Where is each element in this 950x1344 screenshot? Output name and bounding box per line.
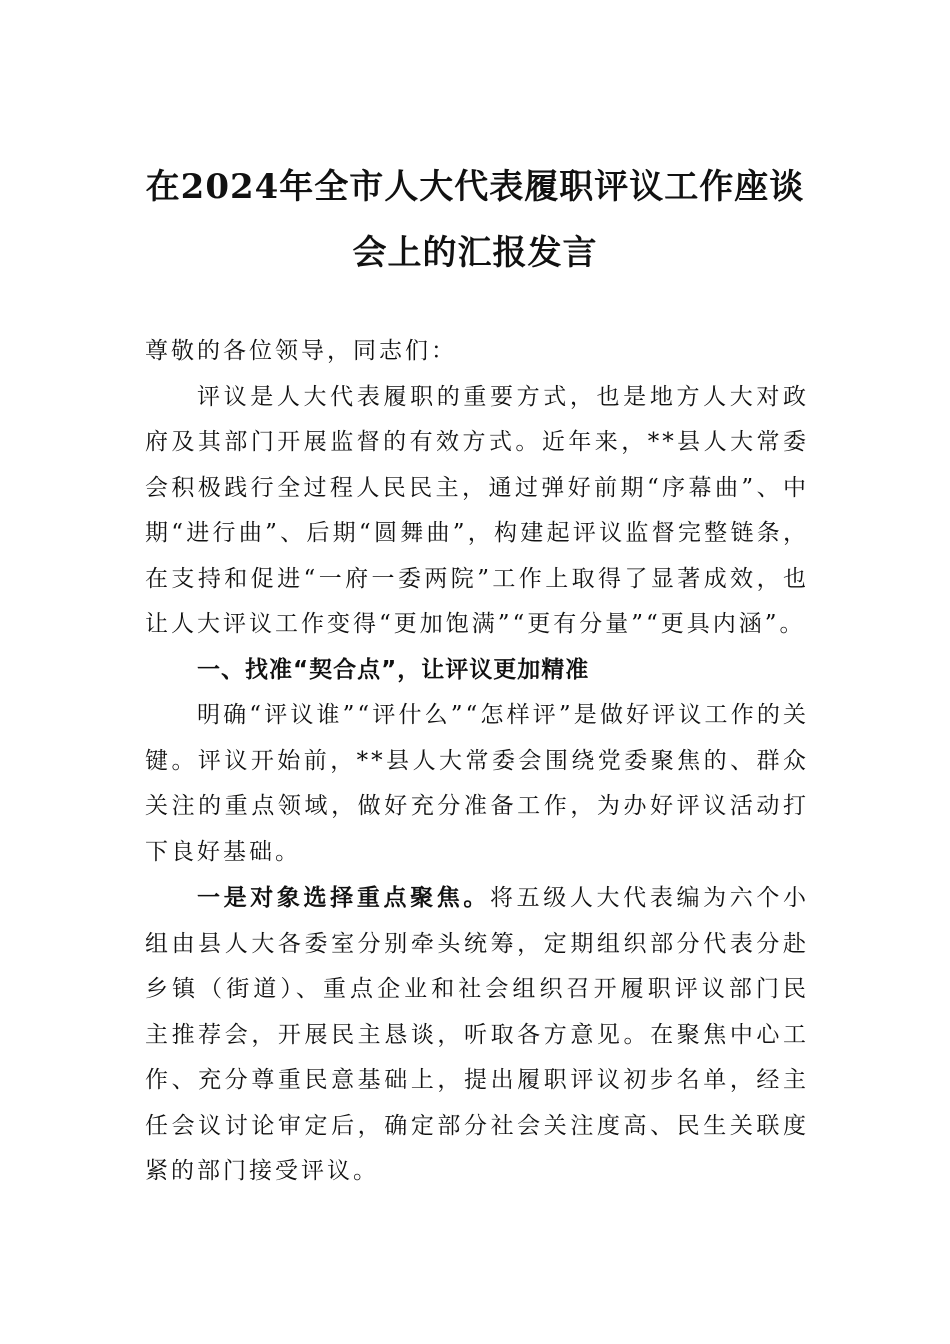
section-paragraph: 明确“评议谁”“评什么”“怎样评”是做好评议工作的关键。评议开始前，**县人大常委会围绕党委聚焦的、群众关注的重点领域，做好充分准备工作，为办好评议活动打下良好基础。 [145, 702, 809, 865]
salutation: 尊敬的各位领导，同志们： [145, 338, 457, 364]
point-lead: 一是对象选择重点聚焦。 [197, 884, 490, 911]
title-line-1: 在2024年全市人大代表履职评议工作座谈 [145, 167, 805, 207]
title-line-2: 会上的汇报发言 [352, 233, 598, 273]
section-heading: 一、找准“契合点”，让评议更加精准 [197, 656, 590, 683]
document-body [145, 329, 809, 1195]
document-title [100, 154, 850, 286]
point-text: 将五级人大代表编为六个小组由县人大各委室分别牵头统筹，定期组织部分代表分赴乡镇（街道）、重点企业和社会组织召开履职评议部门民主推荐会，开展民主恳谈，听取各方意见。在聚焦中心工作、充分尊重民意基础上，提出履职评议初步名单，经主任会议讨论审定后，确定部分社会关注度高、民生关联度紧的部门接受评议。 [145, 885, 810, 1184]
point-paragraph [145, 875, 809, 1195]
intro-paragraph: 评议是人大代表履职的重要方式，也是地方人大对政府及其部门开展监督的有效方式。近年来，**县人大常委会积极践行全过程人民民主，通过弹好前期“序幕曲”、中期“进行曲”、后期“圆舞曲”，构建起评议监督完整链条，在支持和促进“一府一委两院”工作上取得了显著成效，也让人大评议工作变得“更加饱满”“更有分量”“更具内涵”。 [145, 383, 809, 637]
